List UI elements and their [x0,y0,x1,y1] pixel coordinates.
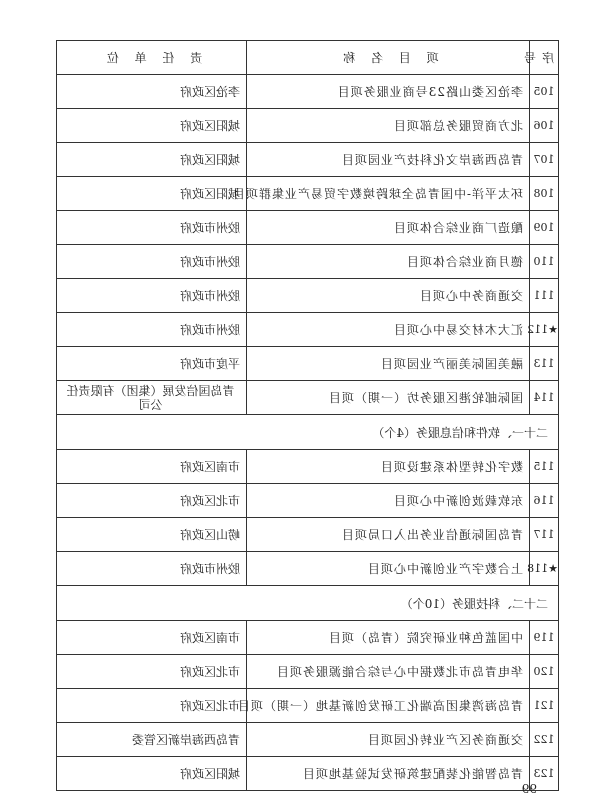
row-seq: 122 [530,723,559,757]
row-unit: 胶州市政府 [57,313,247,347]
row-unit: 平度市政府 [57,347,247,381]
row-seq: 116 [530,484,559,518]
table-row [57,75,559,109]
row-seq: 114 [530,381,559,415]
table-row [57,347,559,381]
row-name: 上合数字产业创新中心项目 [247,552,530,586]
table-row [57,211,559,245]
table-row [57,552,559,586]
row-name: 青岛西海岸文化科技产业园项目 [247,143,530,177]
row-name: 华电青岛市北数据中心与综合能源服务项目 [247,655,530,689]
row-seq: ★118 [530,552,559,586]
row-unit: 城阳区政府 [57,109,247,143]
row-unit: 市南区政府 [57,621,247,655]
table-row [57,655,559,689]
row-name: 数字化转型体系建设项目 [247,450,530,484]
row-unit: 青岛西海岸新区管委 [57,723,247,757]
row-seq: 119 [530,621,559,655]
row-unit: 城阳区政府 [57,143,247,177]
row-name: 青岛国际通信业务出入口局项目 [247,518,530,552]
table-row [57,109,559,143]
row-seq: 108 [530,177,559,211]
row-unit: 胶州市政府 [57,279,247,313]
table-row [57,313,559,347]
table-row [57,381,559,415]
table-header-row [57,41,559,75]
row-seq: 120 [530,655,559,689]
row-seq: 113 [530,347,559,381]
page-number: 99 [521,782,537,796]
row-name: 汇大木材交易中心项目 [247,313,530,347]
row-name: 环太平洋-中国青岛全球跨境数字贸易产业集群项目 [247,177,530,211]
table-row [57,484,559,518]
row-seq: 121 [530,689,559,723]
table-row [57,518,559,552]
row-unit: 市北区政府 [57,689,247,723]
row-unit: 市北区政府 [57,655,247,689]
row-unit: 胶州市政府 [57,245,247,279]
row-unit: 胶州市政府 [57,552,247,586]
row-name: 交通商务区产业转化园项目 [247,723,530,757]
row-name: 酿造厂商业综合体项目 [247,211,530,245]
table-row [57,621,559,655]
header-unit: 责 任 单 位 [57,41,247,75]
row-seq: 105 [530,75,559,109]
row-name: 东软载波创新中心项目 [247,484,530,518]
row-seq: 123 [530,757,559,791]
row-unit: 胶州市政府 [57,211,247,245]
row-name: 融美国际美丽产业园项目 [247,347,530,381]
row-seq: 109 [530,211,559,245]
table-row [57,723,559,757]
row-seq: ★112 [530,313,559,347]
row-name: 青岛海湾集团高端化工研发创新基地（一期）项目 [247,689,530,723]
row-unit: 城阳区政府 [57,177,247,211]
row-name: 青岛智能化装配建筑研发试验基地项目 [247,757,530,791]
row-seq: 106 [530,109,559,143]
section-row [57,415,559,450]
row-name: 德月商业综合体项目 [247,245,530,279]
row-unit: 市南区政府 [57,450,247,484]
table-row [57,757,559,791]
row-name: 中国蓝色种业研究院（青岛）项目 [247,621,530,655]
row-name: 李沧区娄山路23号商业服务项目 [247,75,530,109]
table-row [57,143,559,177]
row-name: 国际邮轮港区服务坊（一期）项目 [247,381,530,415]
table-row [57,245,559,279]
table-row [57,450,559,484]
table-row [57,279,559,313]
project-table [56,40,559,791]
row-seq: 115 [530,450,559,484]
table-row [57,689,559,723]
row-name: 北方商贸服务总部项目 [247,109,530,143]
row-seq: 117 [530,518,559,552]
row-name: 交通商务中心项目 [247,279,530,313]
row-unit: 青岛国信发展（集团）有限责任公司 [57,381,247,415]
header-seq: 序号 [530,41,559,75]
row-unit: 城阳区政府 [57,757,247,791]
row-unit: 李沧区政府 [57,75,247,109]
row-seq: 110 [530,245,559,279]
section-row [57,586,559,621]
header-name: 项 目 名 称 [247,41,530,75]
row-unit: 崂山区政府 [57,518,247,552]
row-seq: 107 [530,143,559,177]
row-unit: 市北区政府 [57,484,247,518]
row-seq: 111 [530,279,559,313]
section-heading: 二十一、软件和信息服务（4个） [57,415,559,450]
table-row [57,177,559,211]
section-heading: 二十二、科技服务（10个） [57,586,559,621]
